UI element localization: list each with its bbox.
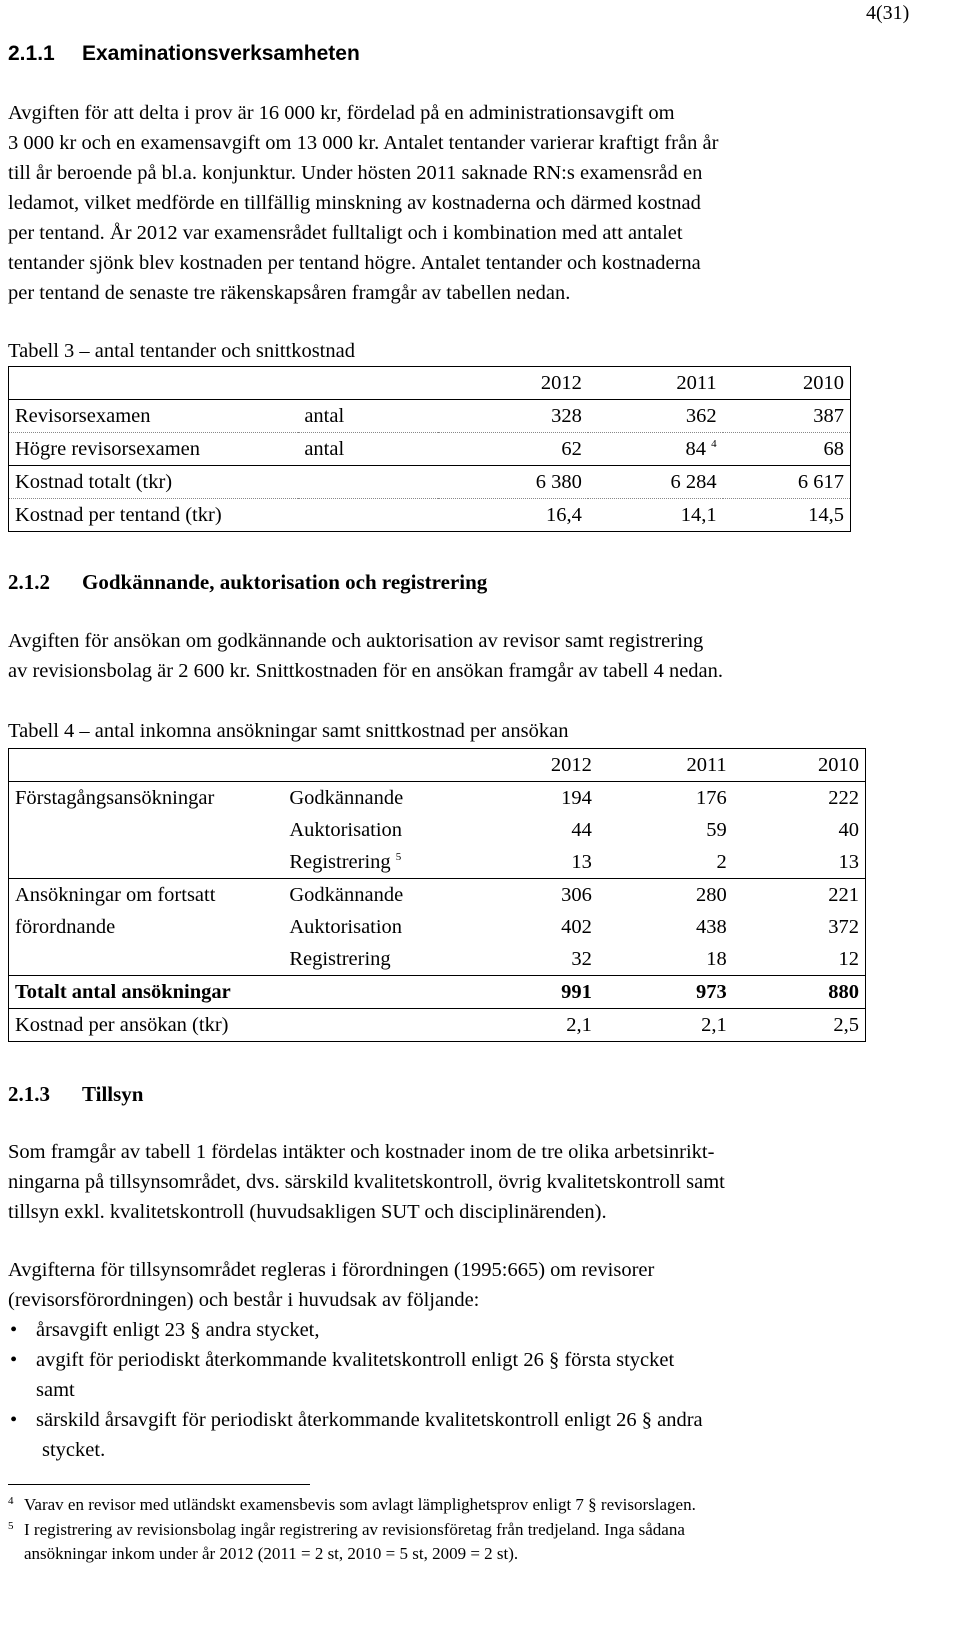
section-number: 2.1.2 <box>8 570 50 594</box>
table-4-caption: Tabell 4 – antal inkomna ansökningar samt snittkostnad per ansökan <box>8 720 569 742</box>
row-sublabel-text: Registrering <box>289 850 391 873</box>
row-sublabel: antal <box>298 400 438 433</box>
paragraph-line: Som framgår av tabell 1 fördelas intäkter och kostnader inom de tre olika arbetsinrikt- <box>8 1141 715 1163</box>
cell-value: 306 <box>561 883 592 906</box>
list-item-text: avgift för periodiskt återkommande kvalitetskontroll enligt 26 § första stycket <box>36 1349 675 1371</box>
table-row <box>9 814 866 846</box>
table-row <box>9 433 851 466</box>
cell-value <box>588 433 723 466</box>
cell-value: 18 <box>598 943 733 976</box>
row-sublabel: Godkännande <box>289 786 404 809</box>
table-row <box>9 466 851 499</box>
section-heading-2-1-2 <box>8 570 487 595</box>
footnote-4 <box>8 1493 908 1517</box>
cell-value: 6 617 <box>723 466 851 499</box>
cell-value: 194 <box>561 786 592 809</box>
year-header: 2012 <box>458 749 598 782</box>
footnote-ref: 5 <box>395 850 402 863</box>
table-3 <box>8 366 851 532</box>
cell-value: 14,1 <box>680 503 717 526</box>
cell-value: 2,5 <box>833 1013 859 1036</box>
year-header: 2010 <box>733 749 866 782</box>
cell-value: 14,5 <box>808 503 844 526</box>
footnote-5 <box>8 1518 908 1566</box>
bullet-icon: • <box>10 1409 18 1431</box>
cell-value: 176 <box>695 786 727 809</box>
row-sublabel: Godkännande <box>289 883 404 906</box>
table-row <box>9 943 866 976</box>
cell-value: 16,4 <box>545 503 582 526</box>
footnote-text: Varav en revisor med utländskt examensbevis som avlagt lämplighetsprov enligt 7 § revisorslagen. <box>24 1495 696 1514</box>
footnote-separator <box>8 1484 310 1485</box>
paragraph-line: tillsyn exkl. kvalitetskontroll (huvudsakligen SUT och disciplinärenden). <box>8 1201 607 1223</box>
footnote-mark: 4 <box>8 1495 14 1507</box>
paragraph-line: Avgifterna för tillsynsområdet regleras i förordningen (1995:665) om revisorer <box>8 1259 655 1281</box>
footnote-ref: 4 <box>711 437 717 450</box>
section-heading-2-1-1 <box>8 42 360 66</box>
page-number: 4(31) <box>866 2 910 24</box>
footnote-text: I registrering av revisionsbolag ingår registrering av revisionsföretag från tredjeland. Inga sådana <box>24 1520 685 1539</box>
section-heading-2-1-3 <box>8 1082 143 1107</box>
year-header: 2011 <box>588 367 723 400</box>
list-item-text: samt <box>36 1379 75 1401</box>
paragraph-examination <box>8 98 908 308</box>
row-group-label <box>9 943 284 976</box>
cell-value: 991 <box>458 976 598 1009</box>
paragraph-line: ningarna på tillsynsområdet, dvs. särskild kvalitetskontroll, övrig kvalitetskontroll samt <box>8 1171 725 1193</box>
cell-value: 2,1 <box>701 1013 727 1036</box>
paragraph-line: per tentand de senaste tre räkenskapsåren framgår av tabellen nedan. <box>8 282 571 304</box>
row-sublabel <box>283 846 458 879</box>
cell-value: 973 <box>598 976 733 1009</box>
table-4 <box>8 748 866 1042</box>
cell-value: 6 380 <box>438 466 588 499</box>
list-item <box>8 1315 908 1345</box>
section-number: 2.1.3 <box>8 1082 50 1106</box>
table-row <box>9 879 866 912</box>
row-sublabel: Auktorisation <box>289 915 403 938</box>
cell-value: 44 <box>571 818 592 841</box>
row-sublabel: Registrering <box>283 943 458 976</box>
year-header: 2011 <box>598 749 733 782</box>
cell-value-text: 84 <box>685 437 707 460</box>
bullet-icon: • <box>10 1349 18 1371</box>
cell-value: 2 <box>598 846 733 879</box>
paragraph-line: per tentand. År 2012 var examensrådet fulltaligt och i kombination med att antalet <box>8 222 683 244</box>
row-label: Revisorsexamen <box>9 400 299 433</box>
list-item-text: årsavgift enligt 23 § andra stycket, <box>36 1319 320 1341</box>
list-item <box>8 1345 908 1405</box>
section-title: Godkännande, auktorisation och registrering <box>82 570 488 594</box>
paragraph-line: Avgiften för att delta i prov är 16 000 kr, fördelad på en administrationsavgift om <box>8 102 675 124</box>
footnote-text: ansökningar inkom under år 2012 (2011 = 2 st, 2010 = 5 st, 2009 = 2 st). <box>24 1544 519 1563</box>
table-3-caption: Tabell 3 – antal tentander och snittkostnad <box>8 340 355 362</box>
row-group-label <box>9 814 284 846</box>
paragraph-approval <box>8 626 908 686</box>
paragraph-line: tentander sjönk blev kostnaden per tentand högre. Antalet tentander och kostnaderna <box>8 252 701 274</box>
cell-value: 362 <box>588 400 723 433</box>
table-header-row <box>9 749 866 782</box>
row-label: Kostnad per ansökan (tkr) <box>15 1013 229 1036</box>
year-header: 2010 <box>723 367 851 400</box>
section-title: Tillsyn <box>82 1082 144 1106</box>
table-row <box>9 782 866 815</box>
cell-value: 328 <box>438 400 588 433</box>
row-label: Kostnad per tentand (tkr) <box>15 503 222 526</box>
cell-value: 32 <box>458 943 598 976</box>
cell-value: 222 <box>828 786 859 809</box>
cell-value: 2,1 <box>566 1013 592 1036</box>
cell-value: 13 <box>458 846 598 879</box>
table-total-row <box>9 976 866 1009</box>
cell-value: 387 <box>723 400 851 433</box>
paragraph-line: ledamot, vilket medförde en tillfällig minskning av kostnaderna och därmed kostnad <box>8 192 701 214</box>
cell-value: 40 <box>838 818 859 841</box>
list-item <box>8 1405 908 1465</box>
table-header-row <box>9 367 851 400</box>
table-row <box>9 499 851 532</box>
fee-list <box>8 1315 908 1465</box>
list-item-text: stycket. <box>42 1439 106 1461</box>
row-sublabel <box>298 466 438 499</box>
section-title: Examinationsverksamheten <box>82 42 360 65</box>
footnote-mark: 5 <box>8 1520 14 1532</box>
row-label: Kostnad totalt (tkr) <box>9 466 299 499</box>
paragraph-line: 3 000 kr och en examensavgift om 13 000 kr. Antalet tentander varierar kraftigt från år <box>8 132 719 154</box>
cell-value: 402 <box>561 915 592 938</box>
row-sublabel: Auktorisation <box>289 818 403 841</box>
list-item-text: särskild årsavgift för periodiskt återkommande kvalitetskontroll enligt 26 § andra <box>36 1409 703 1431</box>
row-sublabel: antal <box>298 433 438 466</box>
paragraph-line: av revisionsbolag är 2 600 kr. Snittkostnaden för en ansökan framgår av tabell 4 nedan. <box>8 660 724 682</box>
cell-value: 68 <box>723 433 851 466</box>
table-row <box>9 400 851 433</box>
row-label: Högre revisorsexamen <box>9 433 299 466</box>
paragraph-line: Avgiften för ansökan om godkännande och auktorisation av revisor samt registrering <box>8 630 704 652</box>
table-row <box>9 1009 866 1042</box>
paragraph-line: (revisorsförordningen) och består i huvudsak av följande: <box>8 1289 480 1311</box>
section-number: 2.1.1 <box>8 42 55 65</box>
year-header: 2012 <box>438 367 588 400</box>
paragraph-line: till år beroende på bl.a. konjunktur. Under hösten 2011 saknade RN:s examensråd en <box>8 162 703 184</box>
cell-value: 880 <box>733 976 866 1009</box>
cell-value: 6 284 <box>588 466 723 499</box>
row-group-label: Förstagångsansökningar <box>15 786 215 809</box>
row-sublabel <box>298 499 438 532</box>
row-group-label: förordnande <box>15 915 116 938</box>
row-group-label: Ansökningar om fortsatt <box>15 883 216 906</box>
cell-value: 280 <box>695 883 727 906</box>
bullet-icon: • <box>10 1319 18 1341</box>
cell-value: 221 <box>828 883 859 906</box>
cell-value: 62 <box>438 433 588 466</box>
cell-value: 13 <box>733 846 866 879</box>
cell-value: 372 <box>828 915 859 938</box>
paragraph-fees <box>8 1255 908 1315</box>
row-group-label <box>9 846 284 879</box>
row-label: Totalt antal ansökningar <box>9 976 459 1009</box>
cell-value: 12 <box>733 943 866 976</box>
cell-value: 59 <box>706 818 727 841</box>
paragraph-supervision <box>8 1137 908 1227</box>
table-row <box>9 911 866 943</box>
table-row <box>9 846 866 879</box>
cell-value: 438 <box>695 915 727 938</box>
